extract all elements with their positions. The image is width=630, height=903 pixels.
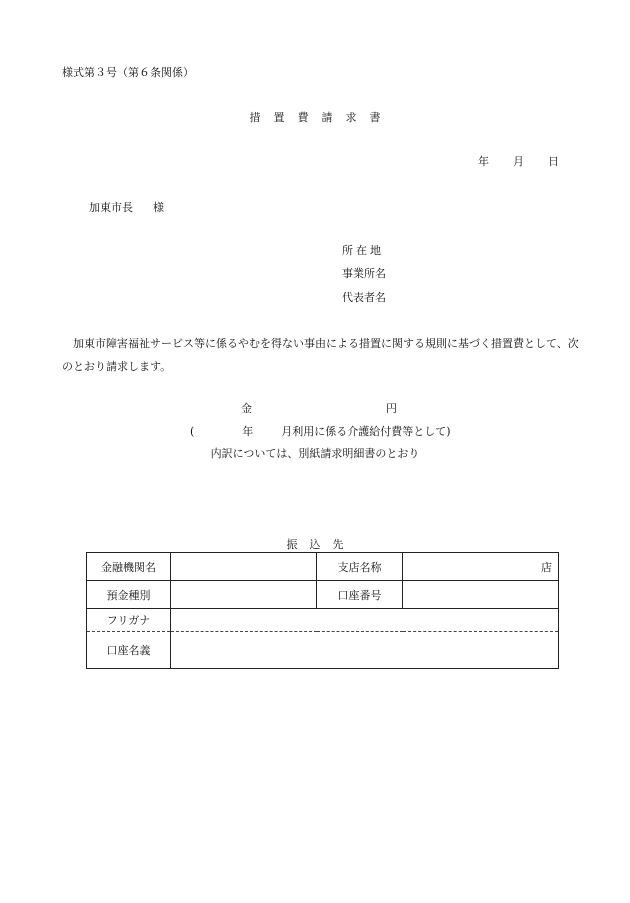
- applicant-address-label: 所在地: [342, 244, 384, 257]
- branch-label: 支店名称: [317, 553, 403, 581]
- amount-line: [241, 400, 397, 416]
- furigana-field[interactable]: [171, 609, 559, 632]
- amount-prefix: 金: [241, 402, 252, 415]
- transfer-heading: [0, 536, 630, 552]
- account-number-label: 口座番号: [317, 581, 403, 609]
- table-row: [87, 553, 559, 581]
- date-line: [478, 153, 559, 169]
- detail-note: 内訳については、別紙請求明細書のとおり: [210, 447, 420, 460]
- account-holder-label: 口座名義: [87, 632, 171, 669]
- transfer-char: 振: [286, 538, 298, 551]
- transfer-char: 込: [309, 538, 321, 551]
- usage-period-line: [190, 423, 451, 439]
- bank-account-table: [86, 552, 559, 669]
- amount-unit: 円: [386, 402, 397, 415]
- date-month: 月: [513, 155, 524, 168]
- title-char: 措: [249, 111, 261, 124]
- document-title: [0, 109, 630, 125]
- period-open: (: [190, 425, 195, 438]
- addressee-honorific: 様: [153, 201, 164, 214]
- branch-suffix: 店: [541, 560, 552, 574]
- form-number: 様式第３号（第６条関係）: [62, 66, 194, 79]
- table-row: [87, 632, 559, 669]
- deposit-type-label: 預金種別: [87, 581, 171, 609]
- deposit-type-field[interactable]: [171, 581, 317, 609]
- addressee: [89, 199, 164, 215]
- table-row: [87, 581, 559, 609]
- period-rest: 月利用に係る介護給付費等として): [281, 425, 451, 438]
- branch-field[interactable]: [403, 553, 559, 581]
- applicant-office-label: 事業所名: [342, 267, 386, 280]
- request-statement: 加東市障害福祉サービス等に係るやむを得ない事由による措置に関する規則に基づく措置費として、次のとおり請求します。: [62, 337, 579, 373]
- institution-field[interactable]: [171, 553, 317, 581]
- title-char: 費: [297, 111, 309, 124]
- date-day: 日: [548, 155, 559, 168]
- institution-label: 金融機関名: [87, 553, 171, 581]
- period-year: 年: [242, 425, 254, 438]
- transfer-char: 先: [332, 538, 344, 551]
- applicant-representative-label: 代表者名: [342, 291, 386, 304]
- addressee-name: 加東市長: [89, 201, 133, 214]
- title-char: 求: [345, 111, 357, 124]
- furigana-label: フリガナ: [87, 609, 171, 632]
- account-holder-field[interactable]: [171, 632, 559, 669]
- table-row: [87, 609, 559, 632]
- title-char: 置: [273, 111, 285, 124]
- title-char: 請: [321, 111, 333, 124]
- title-char: 書: [369, 111, 381, 124]
- account-number-field[interactable]: [403, 581, 559, 609]
- date-year: 年: [478, 155, 489, 168]
